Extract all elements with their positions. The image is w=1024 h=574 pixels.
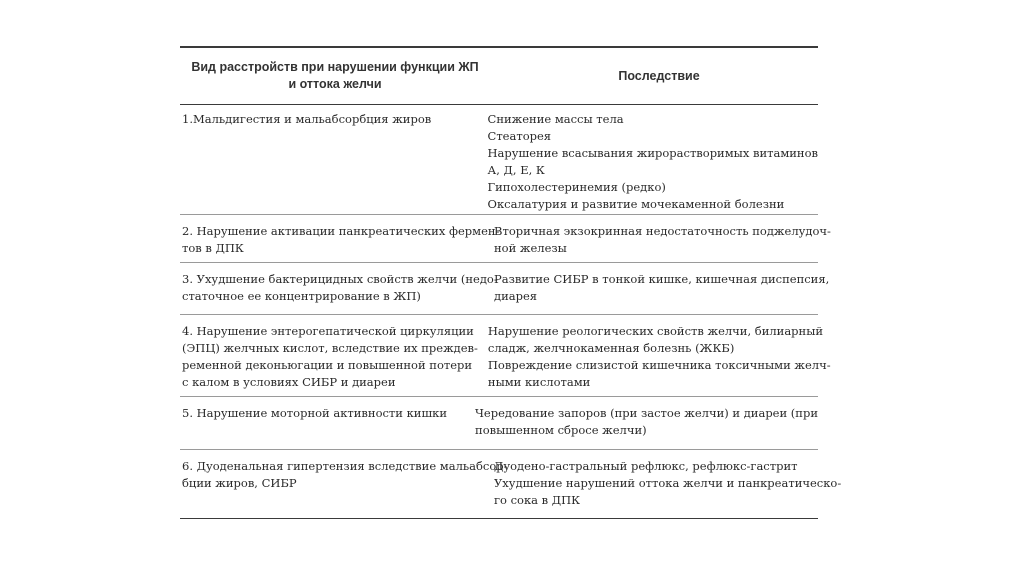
cause-line: 6. Дуоденальная гипертензия вследствие мальабсор- (182, 459, 508, 473)
cause-line: с калом в условиях СИБР и диареи (182, 375, 396, 389)
table-row (180, 315, 831, 397)
table-row (180, 105, 818, 215)
table-row (180, 215, 831, 263)
cause-line: 3. Ухудшение бактерицидных свойств желчи (недо- (182, 272, 498, 286)
table-row (180, 397, 818, 450)
effect-line: А, Д, Е, К (487, 163, 545, 177)
effect-line: Чередование запоров (при застое желчи) и диареи (при (475, 406, 818, 420)
effect-line: Стеаторея (487, 129, 552, 143)
cause-line: ременной деконьюгации и повышенной потери (182, 358, 473, 372)
row-cause (180, 323, 484, 396)
cause-line: бции жиров, СИБР (182, 476, 297, 490)
cause-line: 2. Нарушение активации панкреатических фермен- (182, 224, 500, 238)
header-disorder-type-line2: и оттока желчи (288, 77, 382, 91)
effect-line: Снижение массы тела (487, 112, 624, 126)
effect-line: Дуодено-гастральный рефлюкс, рефлюкс-гастрит (494, 459, 798, 473)
table-row (180, 450, 842, 518)
cause-line: 4. Нарушение энтерогепатической циркуляции (182, 324, 474, 338)
effect-line: Оксалатурия и развитие мочекаменной болезни (487, 197, 785, 211)
row-effect (484, 323, 831, 396)
header-disorder-type (180, 59, 490, 93)
effect-line: Развитие СИБР в тонкой кишке, кишечная диспепсия, (494, 272, 830, 286)
effect-line: ными кислотами (487, 375, 591, 389)
effect-line: ной железы (494, 241, 567, 255)
effect-line: диарея (494, 289, 538, 303)
row-effect (490, 223, 831, 262)
cause-line: статочное ее концентрирование в ЖП) (182, 289, 421, 303)
effect-line: Повреждение слизистой кишечника токсичными желч- (487, 358, 831, 372)
cause-line: 1.Мальдигестия и мальабсорбция жиров (182, 112, 432, 126)
row-effect (471, 405, 818, 449)
disorders-table (180, 46, 842, 519)
header-disorder-type-line1: Вид расстройств при нарушении функции ЖП (191, 60, 479, 74)
row-cause (180, 271, 498, 314)
row-cause (180, 458, 508, 518)
row-cause (180, 223, 500, 262)
effect-line: Нарушение реологических свойств желчи, билиарный (487, 324, 824, 338)
header-consequence: Последствие (618, 69, 700, 83)
row-effect (490, 271, 829, 314)
effect-line: Гипохолестеринемия (редко) (487, 180, 666, 194)
row-effect (484, 111, 818, 214)
table-header (180, 48, 818, 105)
row-cause (180, 405, 471, 449)
cause-line: тов в ДПК (182, 241, 244, 255)
cause-line: (ЭПЦ) желчных кислот, вследствие их преждев- (182, 341, 478, 355)
row-effect (490, 458, 841, 518)
cause-line: 5. Нарушение моторной активности кишки (182, 406, 448, 420)
effect-line: Вторичная экзокринная недостаточность поджелудоч- (494, 224, 831, 238)
effect-line: го сока в ДПК (494, 493, 581, 507)
effect-line: Ухудшение нарушений оттока желчи и панкреатическо- (494, 476, 842, 490)
table-row (180, 263, 830, 315)
effect-line: Нарушение всасывания жирорастворимых витаминов (487, 146, 818, 160)
effect-line: сладж, желчнокаменная болезнь (ЖКБ) (487, 341, 735, 355)
row-cause (180, 111, 484, 214)
effect-line: повышенном сбросе желчи) (475, 423, 647, 437)
